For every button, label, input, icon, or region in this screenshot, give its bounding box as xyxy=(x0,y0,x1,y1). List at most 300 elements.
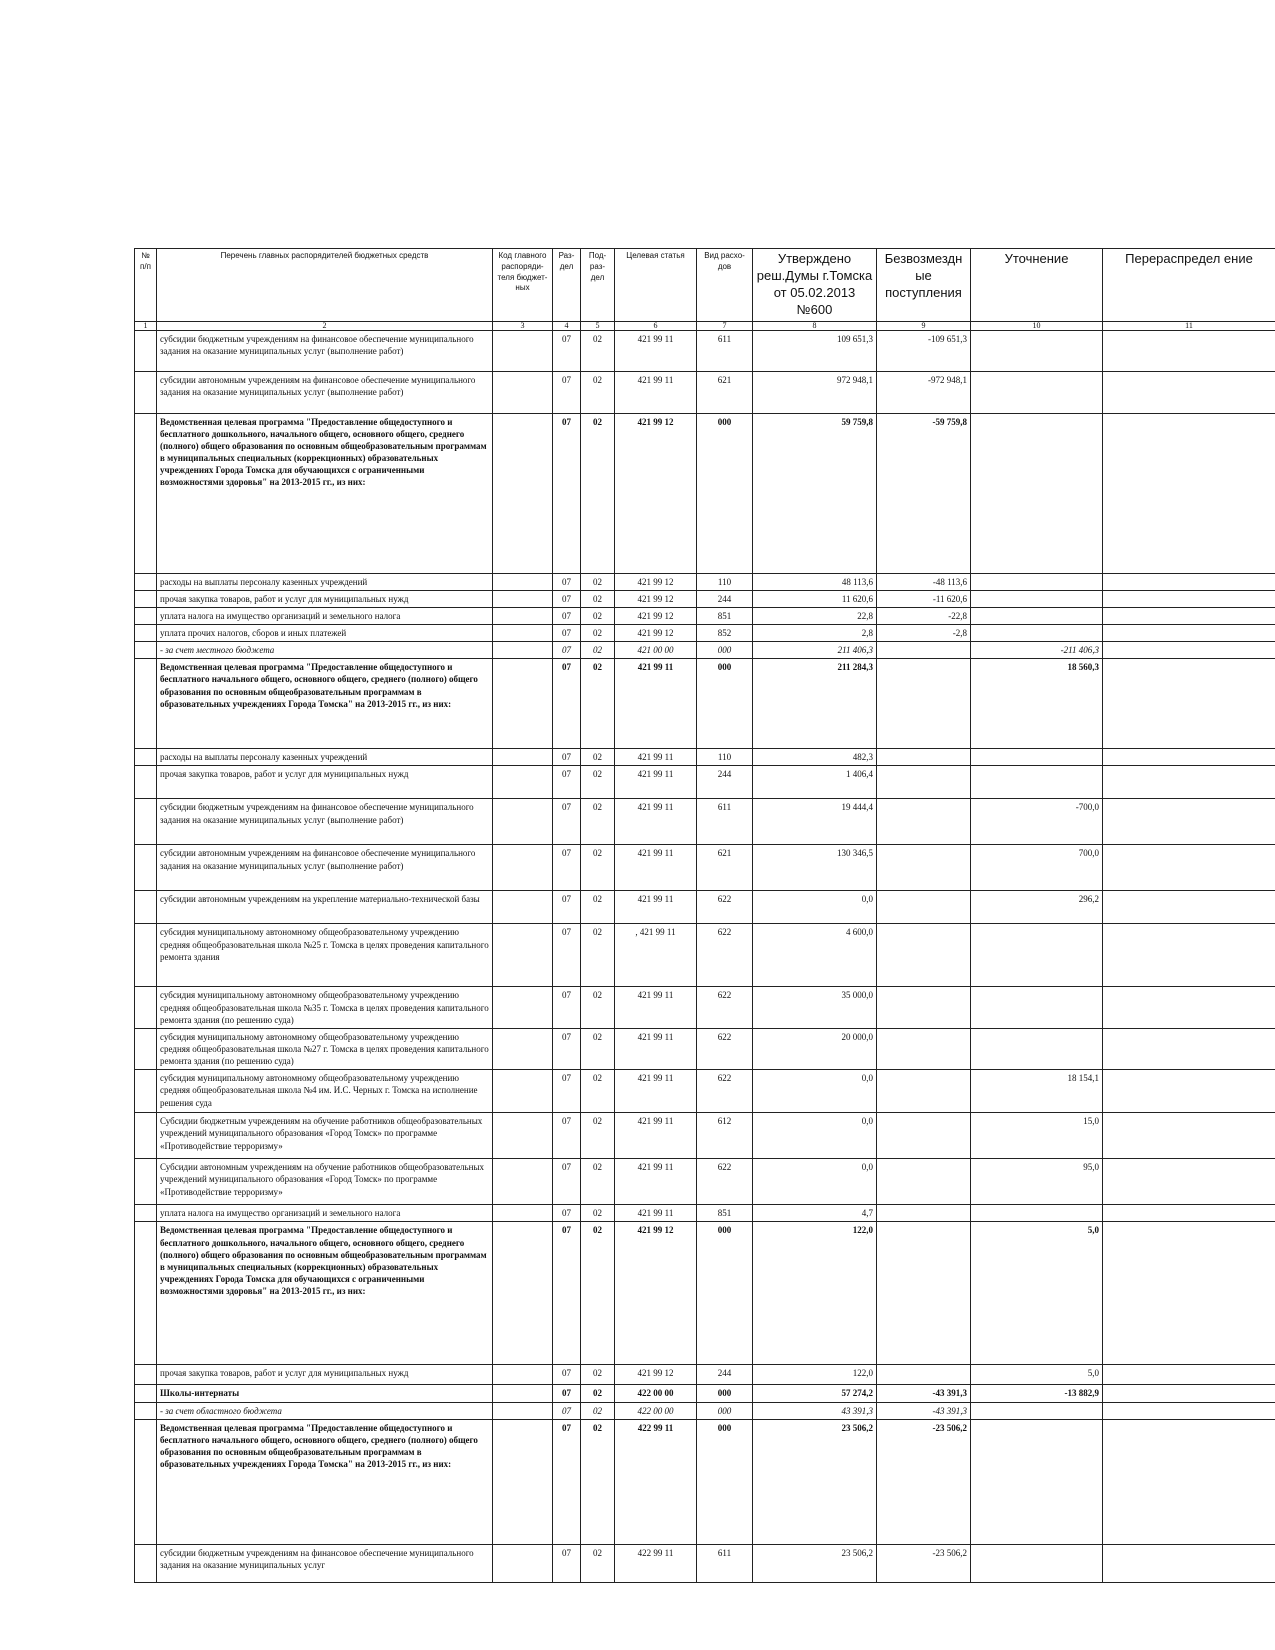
redistribution-amount xyxy=(1103,987,1275,1028)
subsection-code: 02 xyxy=(581,766,615,799)
row-number xyxy=(135,573,157,590)
subsection-code: 02 xyxy=(581,642,615,659)
row-number xyxy=(135,1402,157,1419)
approved-amount: 109 651,3 xyxy=(753,330,877,371)
target-article: 421 99 11 xyxy=(615,1070,697,1113)
expense-name: субсидии бюджетным учреждениям на финансовое обеспечение муниципального задания на оказание муниципальных услуг (выполнение работ) xyxy=(157,799,493,845)
table-row xyxy=(135,607,1275,624)
redistribution-amount xyxy=(1103,1365,1275,1385)
section-code: 07 xyxy=(553,659,581,749)
target-article: 421 99 11 xyxy=(615,659,697,749)
row-number xyxy=(135,413,157,573)
expense-name: субсидии автономным учреждениям на укрепление материально-технической базы xyxy=(157,891,493,924)
approved-amount: 23 506,2 xyxy=(753,1419,877,1544)
redistribution-amount xyxy=(1103,1544,1275,1582)
section-code: 07 xyxy=(553,1365,581,1385)
expense-name: расходы на выплаты персоналу казенных учреждений xyxy=(157,573,493,590)
manager-code xyxy=(493,766,553,799)
clarification-amount xyxy=(971,987,1103,1028)
gratuitous-amount xyxy=(877,1113,971,1159)
expense-type: 622 xyxy=(697,891,753,924)
table-row xyxy=(135,749,1275,766)
subsection-code: 02 xyxy=(581,413,615,573)
approved-amount: 0,0 xyxy=(753,1070,877,1113)
subsection-code: 02 xyxy=(581,607,615,624)
table-row xyxy=(135,1070,1275,1113)
col-header-code: Код главного распоряди-теля бюджет-ных xyxy=(493,249,553,322)
subsection-code: 02 xyxy=(581,371,615,413)
subsection-code: 02 xyxy=(581,1419,615,1544)
table-row xyxy=(135,642,1275,659)
gratuitous-amount: -972 948,1 xyxy=(877,371,971,413)
row-number xyxy=(135,845,157,891)
row-number xyxy=(135,1385,157,1402)
row-number xyxy=(135,1365,157,1385)
manager-code xyxy=(493,799,553,845)
row-number xyxy=(135,924,157,987)
row-number xyxy=(135,1113,157,1159)
redistribution-amount xyxy=(1103,371,1275,413)
gratuitous-amount xyxy=(877,1028,971,1069)
manager-code xyxy=(493,1544,553,1582)
approved-amount: 4,7 xyxy=(753,1205,877,1222)
redistribution-amount xyxy=(1103,330,1275,371)
column-number-row xyxy=(135,321,1275,330)
clarification-amount xyxy=(971,766,1103,799)
row-number xyxy=(135,371,157,413)
clarification-amount xyxy=(971,624,1103,641)
approved-amount: 1 406,4 xyxy=(753,766,877,799)
subsection-code: 02 xyxy=(581,1222,615,1365)
col-number: 11 xyxy=(1103,321,1275,330)
target-article: 421 99 12 xyxy=(615,624,697,641)
col-number: 7 xyxy=(697,321,753,330)
section-code: 07 xyxy=(553,413,581,573)
target-article: 421 99 11 xyxy=(615,799,697,845)
target-article: 421 99 12 xyxy=(615,1222,697,1365)
gratuitous-amount xyxy=(877,845,971,891)
approved-amount: 35 000,0 xyxy=(753,987,877,1028)
table-row xyxy=(135,845,1275,891)
budget-sheet xyxy=(134,248,1275,1583)
budget-body xyxy=(135,330,1275,1582)
expense-type: 244 xyxy=(697,1365,753,1385)
table-row xyxy=(135,330,1275,371)
table-row xyxy=(135,573,1275,590)
subsection-code: 02 xyxy=(581,624,615,641)
expense-type: 000 xyxy=(697,642,753,659)
expense-name: - за счет местного бюджета xyxy=(157,642,493,659)
expense-name: субсидия муниципальному автономному общеобразовательному учреждению средняя общеобразовательная школа №4 им. И.С. Черных г. Томска на исполнение решения суда xyxy=(157,1070,493,1113)
expense-type: 851 xyxy=(697,607,753,624)
col-header-approved: Утверждено реш.Думы г.Томска от 05.02.2013 №600 xyxy=(753,249,877,322)
section-code: 07 xyxy=(553,1205,581,1222)
row-number xyxy=(135,590,157,607)
col-header-redistribution: Перераспредел ение xyxy=(1103,249,1275,322)
col-number: 1 xyxy=(135,321,157,330)
subsection-code: 02 xyxy=(581,891,615,924)
expense-type: 110 xyxy=(697,749,753,766)
gratuitous-amount: -48 113,6 xyxy=(877,573,971,590)
col-header-statya: Целевая статья xyxy=(615,249,697,322)
expense-type: 622 xyxy=(697,987,753,1028)
gratuitous-amount: -59 759,8 xyxy=(877,413,971,573)
subsection-code: 02 xyxy=(581,749,615,766)
section-code: 07 xyxy=(553,924,581,987)
subsection-code: 02 xyxy=(581,845,615,891)
target-article: 421 99 11 xyxy=(615,371,697,413)
expense-type: 000 xyxy=(697,413,753,573)
manager-code xyxy=(493,590,553,607)
redistribution-amount xyxy=(1103,607,1275,624)
approved-amount: 22,8 xyxy=(753,607,877,624)
expense-type: 622 xyxy=(697,1070,753,1113)
redistribution-amount xyxy=(1103,413,1275,573)
row-number xyxy=(135,1419,157,1544)
expense-type: 000 xyxy=(697,1402,753,1419)
approved-amount: 211 284,3 xyxy=(753,659,877,749)
section-code: 07 xyxy=(553,1028,581,1069)
redistribution-amount xyxy=(1103,573,1275,590)
expense-type: 621 xyxy=(697,845,753,891)
clarification-amount: 5,0 xyxy=(971,1365,1103,1385)
expense-type: 852 xyxy=(697,624,753,641)
clarification-amount xyxy=(971,1544,1103,1582)
expense-name: субсидия муниципальному автономному общеобразовательному учреждению средняя общеобразовательная школа №27 г. Томска в целях проведения капитального ремонта здания (по решению суда) xyxy=(157,1028,493,1069)
expense-name: субсидии автономным учреждениям на финансовое обеспечение муниципального задания на оказание муниципальных услуг (выполнение работ) xyxy=(157,371,493,413)
expense-type: 000 xyxy=(697,1222,753,1365)
clarification-amount: 95,0 xyxy=(971,1159,1103,1205)
manager-code xyxy=(493,607,553,624)
table-row xyxy=(135,891,1275,924)
approved-amount: 43 391,3 xyxy=(753,1402,877,1419)
gratuitous-amount xyxy=(877,749,971,766)
gratuitous-amount: -11 620,6 xyxy=(877,590,971,607)
target-article: 421 99 12 xyxy=(615,590,697,607)
expense-name: Ведомственная целевая программа "Предоставление общедоступного и бесплатного начального общего, основного общего, среднего (полного) общего образования по основным общеобразовательным программам в образовательных учреждениях Города Томска" на 2013-2015 гг., из них: xyxy=(157,1419,493,1544)
manager-code xyxy=(493,659,553,749)
manager-code xyxy=(493,1159,553,1205)
expense-name: субсидии автономным учреждениям на финансовое обеспечение муниципального задания на оказание муниципальных услуг (выполнение работ) xyxy=(157,845,493,891)
clarification-amount xyxy=(971,607,1103,624)
expense-name: субсидия муниципальному автономному общеобразовательному учреждению средняя общеобразовательная школа №35 г. Томска в целях проведения капитального ремонта здания (по решению суда) xyxy=(157,987,493,1028)
approved-amount: 211 406,3 xyxy=(753,642,877,659)
expense-type: 611 xyxy=(697,1544,753,1582)
redistribution-amount xyxy=(1103,1205,1275,1222)
redistribution-amount xyxy=(1103,749,1275,766)
expense-name: уплата прочих налогов, сборов и иных платежей xyxy=(157,624,493,641)
approved-amount: 11 620,6 xyxy=(753,590,877,607)
expense-name: субсидии бюджетным учреждениям на финансовое обеспечение муниципального задания на оказание муниципальных услуг xyxy=(157,1544,493,1582)
target-article: 421 99 11 xyxy=(615,749,697,766)
clarification-amount xyxy=(971,330,1103,371)
redistribution-amount xyxy=(1103,1028,1275,1069)
expense-name: Ведомственная целевая программа "Предоставление общедоступного и бесплатного дошкольного, начального общего, основного общего, среднего (полного) общего образования по основным общеобразовательным программам в муниципальных специальных (коррекционных) образовательных учреждениях Города Томска для обучающихся с ограниченными возможностями здоровья" на 2013-2015 гг., из них: xyxy=(157,1222,493,1365)
row-number xyxy=(135,624,157,641)
manager-code xyxy=(493,330,553,371)
manager-code xyxy=(493,1205,553,1222)
manager-code xyxy=(493,642,553,659)
gratuitous-amount: -23 506,2 xyxy=(877,1544,971,1582)
expense-name: Субсидии автономным учреждениям на обучение работников общеобразовательных учреждений муниципального образования «Город Томск» по программе «Противодействие терроризму» xyxy=(157,1159,493,1205)
manager-code xyxy=(493,1419,553,1544)
manager-code xyxy=(493,1113,553,1159)
expense-type: 622 xyxy=(697,1028,753,1069)
section-code: 07 xyxy=(553,590,581,607)
redistribution-amount xyxy=(1103,590,1275,607)
section-code: 07 xyxy=(553,330,581,371)
manager-code xyxy=(493,413,553,573)
section-code: 07 xyxy=(553,1419,581,1544)
target-article: 422 00 00 xyxy=(615,1402,697,1419)
clarification-amount xyxy=(971,1028,1103,1069)
row-number xyxy=(135,799,157,845)
gratuitous-amount xyxy=(877,1205,971,1222)
row-number xyxy=(135,330,157,371)
col-number: 5 xyxy=(581,321,615,330)
approved-amount: 0,0 xyxy=(753,891,877,924)
table-row xyxy=(135,1402,1275,1419)
gratuitous-amount: -109 651,3 xyxy=(877,330,971,371)
approved-amount: 0,0 xyxy=(753,1113,877,1159)
expense-name: прочая закупка товаров, работ и услуг для муниципальных нужд xyxy=(157,1365,493,1385)
table-row xyxy=(135,987,1275,1028)
subsection-code: 02 xyxy=(581,1385,615,1402)
row-number xyxy=(135,642,157,659)
section-code: 07 xyxy=(553,987,581,1028)
manager-code xyxy=(493,371,553,413)
clarification-amount: -211 406,3 xyxy=(971,642,1103,659)
redistribution-amount xyxy=(1103,891,1275,924)
target-article: 421 99 11 xyxy=(615,766,697,799)
clarification-amount: 700,0 xyxy=(971,845,1103,891)
clarification-amount: -13 882,9 xyxy=(971,1385,1103,1402)
row-number xyxy=(135,1205,157,1222)
clarification-amount: -700,0 xyxy=(971,799,1103,845)
expense-type: 621 xyxy=(697,371,753,413)
table-row xyxy=(135,1385,1275,1402)
approved-amount: 19 444,4 xyxy=(753,799,877,845)
row-number xyxy=(135,659,157,749)
manager-code xyxy=(493,1365,553,1385)
approved-amount: 57 274,2 xyxy=(753,1385,877,1402)
gratuitous-amount: -22,8 xyxy=(877,607,971,624)
col-header-number: № п/п xyxy=(135,249,157,322)
target-article: 421 99 12 xyxy=(615,573,697,590)
clarification-amount: 296,2 xyxy=(971,891,1103,924)
target-article: 421 99 11 xyxy=(615,1113,697,1159)
subsection-code: 02 xyxy=(581,1113,615,1159)
redistribution-amount xyxy=(1103,642,1275,659)
target-article: 421 99 11 xyxy=(615,1205,697,1222)
expense-type: 611 xyxy=(697,330,753,371)
subsection-code: 02 xyxy=(581,330,615,371)
expense-type: 000 xyxy=(697,1385,753,1402)
table-row xyxy=(135,1544,1275,1582)
manager-code xyxy=(493,573,553,590)
manager-code xyxy=(493,1028,553,1069)
clarification-amount: 18 560,3 xyxy=(971,659,1103,749)
table-row xyxy=(135,413,1275,573)
target-article: 422 00 00 xyxy=(615,1385,697,1402)
table-row xyxy=(135,624,1275,641)
row-number xyxy=(135,766,157,799)
target-article: 422 99 11 xyxy=(615,1419,697,1544)
section-code: 07 xyxy=(553,799,581,845)
row-number xyxy=(135,891,157,924)
subsection-code: 02 xyxy=(581,1365,615,1385)
subsection-code: 02 xyxy=(581,659,615,749)
gratuitous-amount: -2,8 xyxy=(877,624,971,641)
approved-amount: 23 506,2 xyxy=(753,1544,877,1582)
subsection-code: 02 xyxy=(581,799,615,845)
section-code: 07 xyxy=(553,1159,581,1205)
table-row xyxy=(135,1419,1275,1544)
expense-type: 622 xyxy=(697,924,753,987)
target-article: 421 99 12 xyxy=(615,413,697,573)
manager-code xyxy=(493,891,553,924)
redistribution-amount xyxy=(1103,624,1275,641)
row-number xyxy=(135,749,157,766)
col-number: 10 xyxy=(971,321,1103,330)
clarification-amount xyxy=(971,573,1103,590)
approved-amount: 482,3 xyxy=(753,749,877,766)
col-header-clarification: Уточнение xyxy=(971,249,1103,322)
col-header-razdel: Раз-дел xyxy=(553,249,581,322)
expense-type: 611 xyxy=(697,799,753,845)
table-row xyxy=(135,1113,1275,1159)
table-row xyxy=(135,1159,1275,1205)
gratuitous-amount xyxy=(877,1222,971,1365)
target-article: 422 99 11 xyxy=(615,1544,697,1582)
redistribution-amount xyxy=(1103,1159,1275,1205)
table-row xyxy=(135,766,1275,799)
approved-amount: 59 759,8 xyxy=(753,413,877,573)
col-number: 8 xyxy=(753,321,877,330)
gratuitous-amount xyxy=(877,1070,971,1113)
manager-code xyxy=(493,987,553,1028)
row-number xyxy=(135,1222,157,1365)
expense-name: субсидии бюджетным учреждениям на финансовое обеспечение муниципального задания на оказание муниципальных услуг (выполнение работ) xyxy=(157,330,493,371)
manager-code xyxy=(493,1385,553,1402)
gratuitous-amount xyxy=(877,924,971,987)
row-number xyxy=(135,987,157,1028)
table-row xyxy=(135,659,1275,749)
target-article: 421 99 11 xyxy=(615,987,697,1028)
row-number xyxy=(135,1544,157,1582)
target-article: 421 99 12 xyxy=(615,607,697,624)
subsection-code: 02 xyxy=(581,590,615,607)
expense-name: уплата налога на имущество организаций и земельного налога xyxy=(157,1205,493,1222)
section-code: 07 xyxy=(553,1544,581,1582)
section-code: 07 xyxy=(553,607,581,624)
expense-type: 612 xyxy=(697,1113,753,1159)
expense-type: 244 xyxy=(697,590,753,607)
clarification-amount xyxy=(971,1205,1103,1222)
approved-amount: 48 113,6 xyxy=(753,573,877,590)
redistribution-amount xyxy=(1103,766,1275,799)
approved-amount: 0,0 xyxy=(753,1159,877,1205)
clarification-amount: 15,0 xyxy=(971,1113,1103,1159)
subsection-code: 02 xyxy=(581,924,615,987)
gratuitous-amount xyxy=(877,1159,971,1205)
redistribution-amount xyxy=(1103,799,1275,845)
expense-type: 110 xyxy=(697,573,753,590)
row-number xyxy=(135,1070,157,1113)
redistribution-amount xyxy=(1103,1419,1275,1544)
expense-name: Субсидии бюджетным учреждениям на обучение работников общеобразовательных учреждений муниципального образования «Город Томск» по программе «Противодействие терроризму» xyxy=(157,1113,493,1159)
clarification-amount xyxy=(971,1402,1103,1419)
section-code: 07 xyxy=(553,1385,581,1402)
target-article: , 421 99 11 xyxy=(615,924,697,987)
gratuitous-amount xyxy=(877,642,971,659)
section-code: 07 xyxy=(553,573,581,590)
expense-name: субсидия муниципальному автономному общеобразовательному учреждению средняя общеобразовательная школа №25 г. Томска в целях проведения капитального ремонта здания xyxy=(157,924,493,987)
subsection-code: 02 xyxy=(581,1205,615,1222)
col-number: 2 xyxy=(157,321,493,330)
table-row xyxy=(135,1222,1275,1365)
expense-type: 000 xyxy=(697,1419,753,1544)
row-number xyxy=(135,1028,157,1069)
approved-amount: 972 948,1 xyxy=(753,371,877,413)
clarification-amount xyxy=(971,1419,1103,1544)
table-row xyxy=(135,371,1275,413)
section-code: 07 xyxy=(553,891,581,924)
col-number: 3 xyxy=(493,321,553,330)
manager-code xyxy=(493,624,553,641)
expense-type: 000 xyxy=(697,659,753,749)
manager-code xyxy=(493,924,553,987)
approved-amount: 130 346,5 xyxy=(753,845,877,891)
redistribution-amount xyxy=(1103,659,1275,749)
section-code: 07 xyxy=(553,749,581,766)
expense-name: Школы-интернаты xyxy=(157,1385,493,1402)
table-row xyxy=(135,924,1275,987)
clarification-amount: 5,0 xyxy=(971,1222,1103,1365)
expense-type: 851 xyxy=(697,1205,753,1222)
subsection-code: 02 xyxy=(581,1028,615,1069)
approved-amount: 122,0 xyxy=(753,1222,877,1365)
expense-type: 244 xyxy=(697,766,753,799)
target-article: 421 00 00 xyxy=(615,642,697,659)
expense-name: Ведомственная целевая программа "Предоставление общедоступного и бесплатного начального общего, основного общего, среднего (полного) общего образования по основным общеобразовательным программам в образовательных учреждениях Города Томска" на 2013-2015 гг., из них: xyxy=(157,659,493,749)
section-code: 07 xyxy=(553,642,581,659)
section-code: 07 xyxy=(553,845,581,891)
col-number: 6 xyxy=(615,321,697,330)
target-article: 421 99 11 xyxy=(615,1159,697,1205)
target-article: 421 99 11 xyxy=(615,891,697,924)
manager-code xyxy=(493,1402,553,1419)
col-number: 4 xyxy=(553,321,581,330)
col-header-name: Перечень главных распорядителей бюджетных средств xyxy=(157,249,493,322)
redistribution-amount xyxy=(1103,1222,1275,1365)
col-header-vid: Вид расхо-дов xyxy=(697,249,753,322)
expense-name: уплата налога на имущество организаций и земельного налога xyxy=(157,607,493,624)
subsection-code: 02 xyxy=(581,1544,615,1582)
gratuitous-amount: -43 391,3 xyxy=(877,1402,971,1419)
target-article: 421 99 11 xyxy=(615,845,697,891)
redistribution-amount xyxy=(1103,1385,1275,1402)
col-number: 9 xyxy=(877,321,971,330)
section-code: 07 xyxy=(553,624,581,641)
clarification-amount xyxy=(971,590,1103,607)
manager-code xyxy=(493,1070,553,1113)
expense-type: 622 xyxy=(697,1159,753,1205)
redistribution-amount xyxy=(1103,1070,1275,1113)
gratuitous-amount xyxy=(877,987,971,1028)
approved-amount: 4 600,0 xyxy=(753,924,877,987)
target-article: 421 99 12 xyxy=(615,1365,697,1385)
